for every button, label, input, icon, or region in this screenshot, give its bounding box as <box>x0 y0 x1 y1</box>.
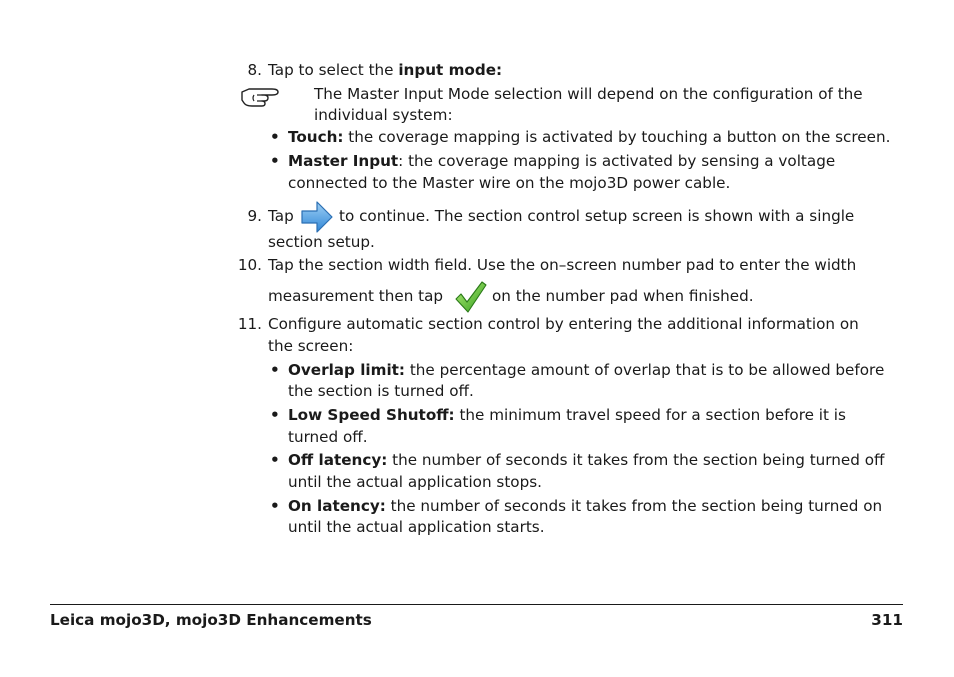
bullet-overlap-limit-line-2: the section is turned off. <box>288 382 474 400</box>
step-8-number: 8. <box>247 61 262 79</box>
bullet-term: Low Speed Shutoff: <box>288 406 455 424</box>
step-11-number: 11. <box>237 315 262 333</box>
bullet-term: Off latency: <box>288 451 388 469</box>
step-10-text-after: on the number pad when finished. <box>492 287 754 305</box>
step-11-line-1: Configure automatic section control by entering the additional information on <box>268 315 859 333</box>
note-line-2: individual system: <box>314 106 453 124</box>
bullet-text: the percentage amount of overlap that is to be allowed before <box>405 361 885 379</box>
bullet-off-latency-line-2: until the actual application stops. <box>288 473 542 491</box>
note-line-1: The Master Input Mode selection will depend on the configuration of the <box>314 85 863 103</box>
bullet-dot: • <box>270 497 280 515</box>
bullet-text: the minimum travel speed for a section before it is <box>454 406 846 424</box>
step-8-bold: input mode: <box>398 61 503 79</box>
step-11-line-2: the screen: <box>268 337 354 355</box>
step-9-text: to continue. The section control setup screen is shown with a single <box>339 207 855 225</box>
bullet-text: the number of seconds it takes from the section being turned off <box>387 451 885 469</box>
bullet-dot: • <box>270 406 280 424</box>
bullet-touch <box>288 127 890 147</box>
step-8-text <box>268 60 502 80</box>
step-9-tap: Tap <box>268 207 294 225</box>
bullet-term: Overlap limit: <box>288 361 405 379</box>
step-8-prefix: Tap to select the <box>268 61 399 79</box>
footer-title: Leica mojo3D, mojo3D Enhancements <box>50 611 372 629</box>
bullet-overlap-limit <box>288 360 884 380</box>
bullet-text: : the coverage mapping is activated by sensing a voltage <box>398 152 836 170</box>
step-10-measurement: measurement then tap <box>268 287 444 305</box>
step-9-line-2: section setup. <box>268 233 375 251</box>
footer-divider <box>50 604 903 605</box>
bullet-on-latency <box>288 496 882 516</box>
page-number: 311 <box>871 611 903 629</box>
bullet-dot: • <box>270 152 280 170</box>
bullet-text: the number of seconds it takes from the section being turned on <box>385 497 883 515</box>
step-9-number: 9. <box>247 207 262 225</box>
bullet-term: Master Input <box>288 152 399 170</box>
bullet-dot: • <box>270 128 280 146</box>
bullet-low-speed-shutoff-line-2: turned off. <box>288 428 368 446</box>
bullet-master-input-line-2: connected to the Master wire on the mojo3D power cable. <box>288 174 731 192</box>
bullet-text: the coverage mapping is activated by touching a button on the screen. <box>343 128 891 146</box>
step-10-line-1: Tap the section width field. Use the on–screen number pad to enter the width <box>268 256 857 274</box>
bullet-off-latency <box>288 450 884 470</box>
step-10-number: 10. <box>237 256 262 274</box>
bullet-dot: • <box>270 451 280 469</box>
pointing-hand-icon <box>240 86 282 112</box>
bullet-term: On latency: <box>288 497 386 515</box>
bullet-dot: • <box>270 361 280 379</box>
bullet-on-latency-line-2: until the actual application starts. <box>288 518 545 536</box>
bullet-low-speed-shutoff <box>288 405 846 425</box>
bullet-term: Touch: <box>288 128 344 146</box>
bullet-master-input <box>288 151 835 171</box>
green-checkmark-icon <box>454 280 488 318</box>
